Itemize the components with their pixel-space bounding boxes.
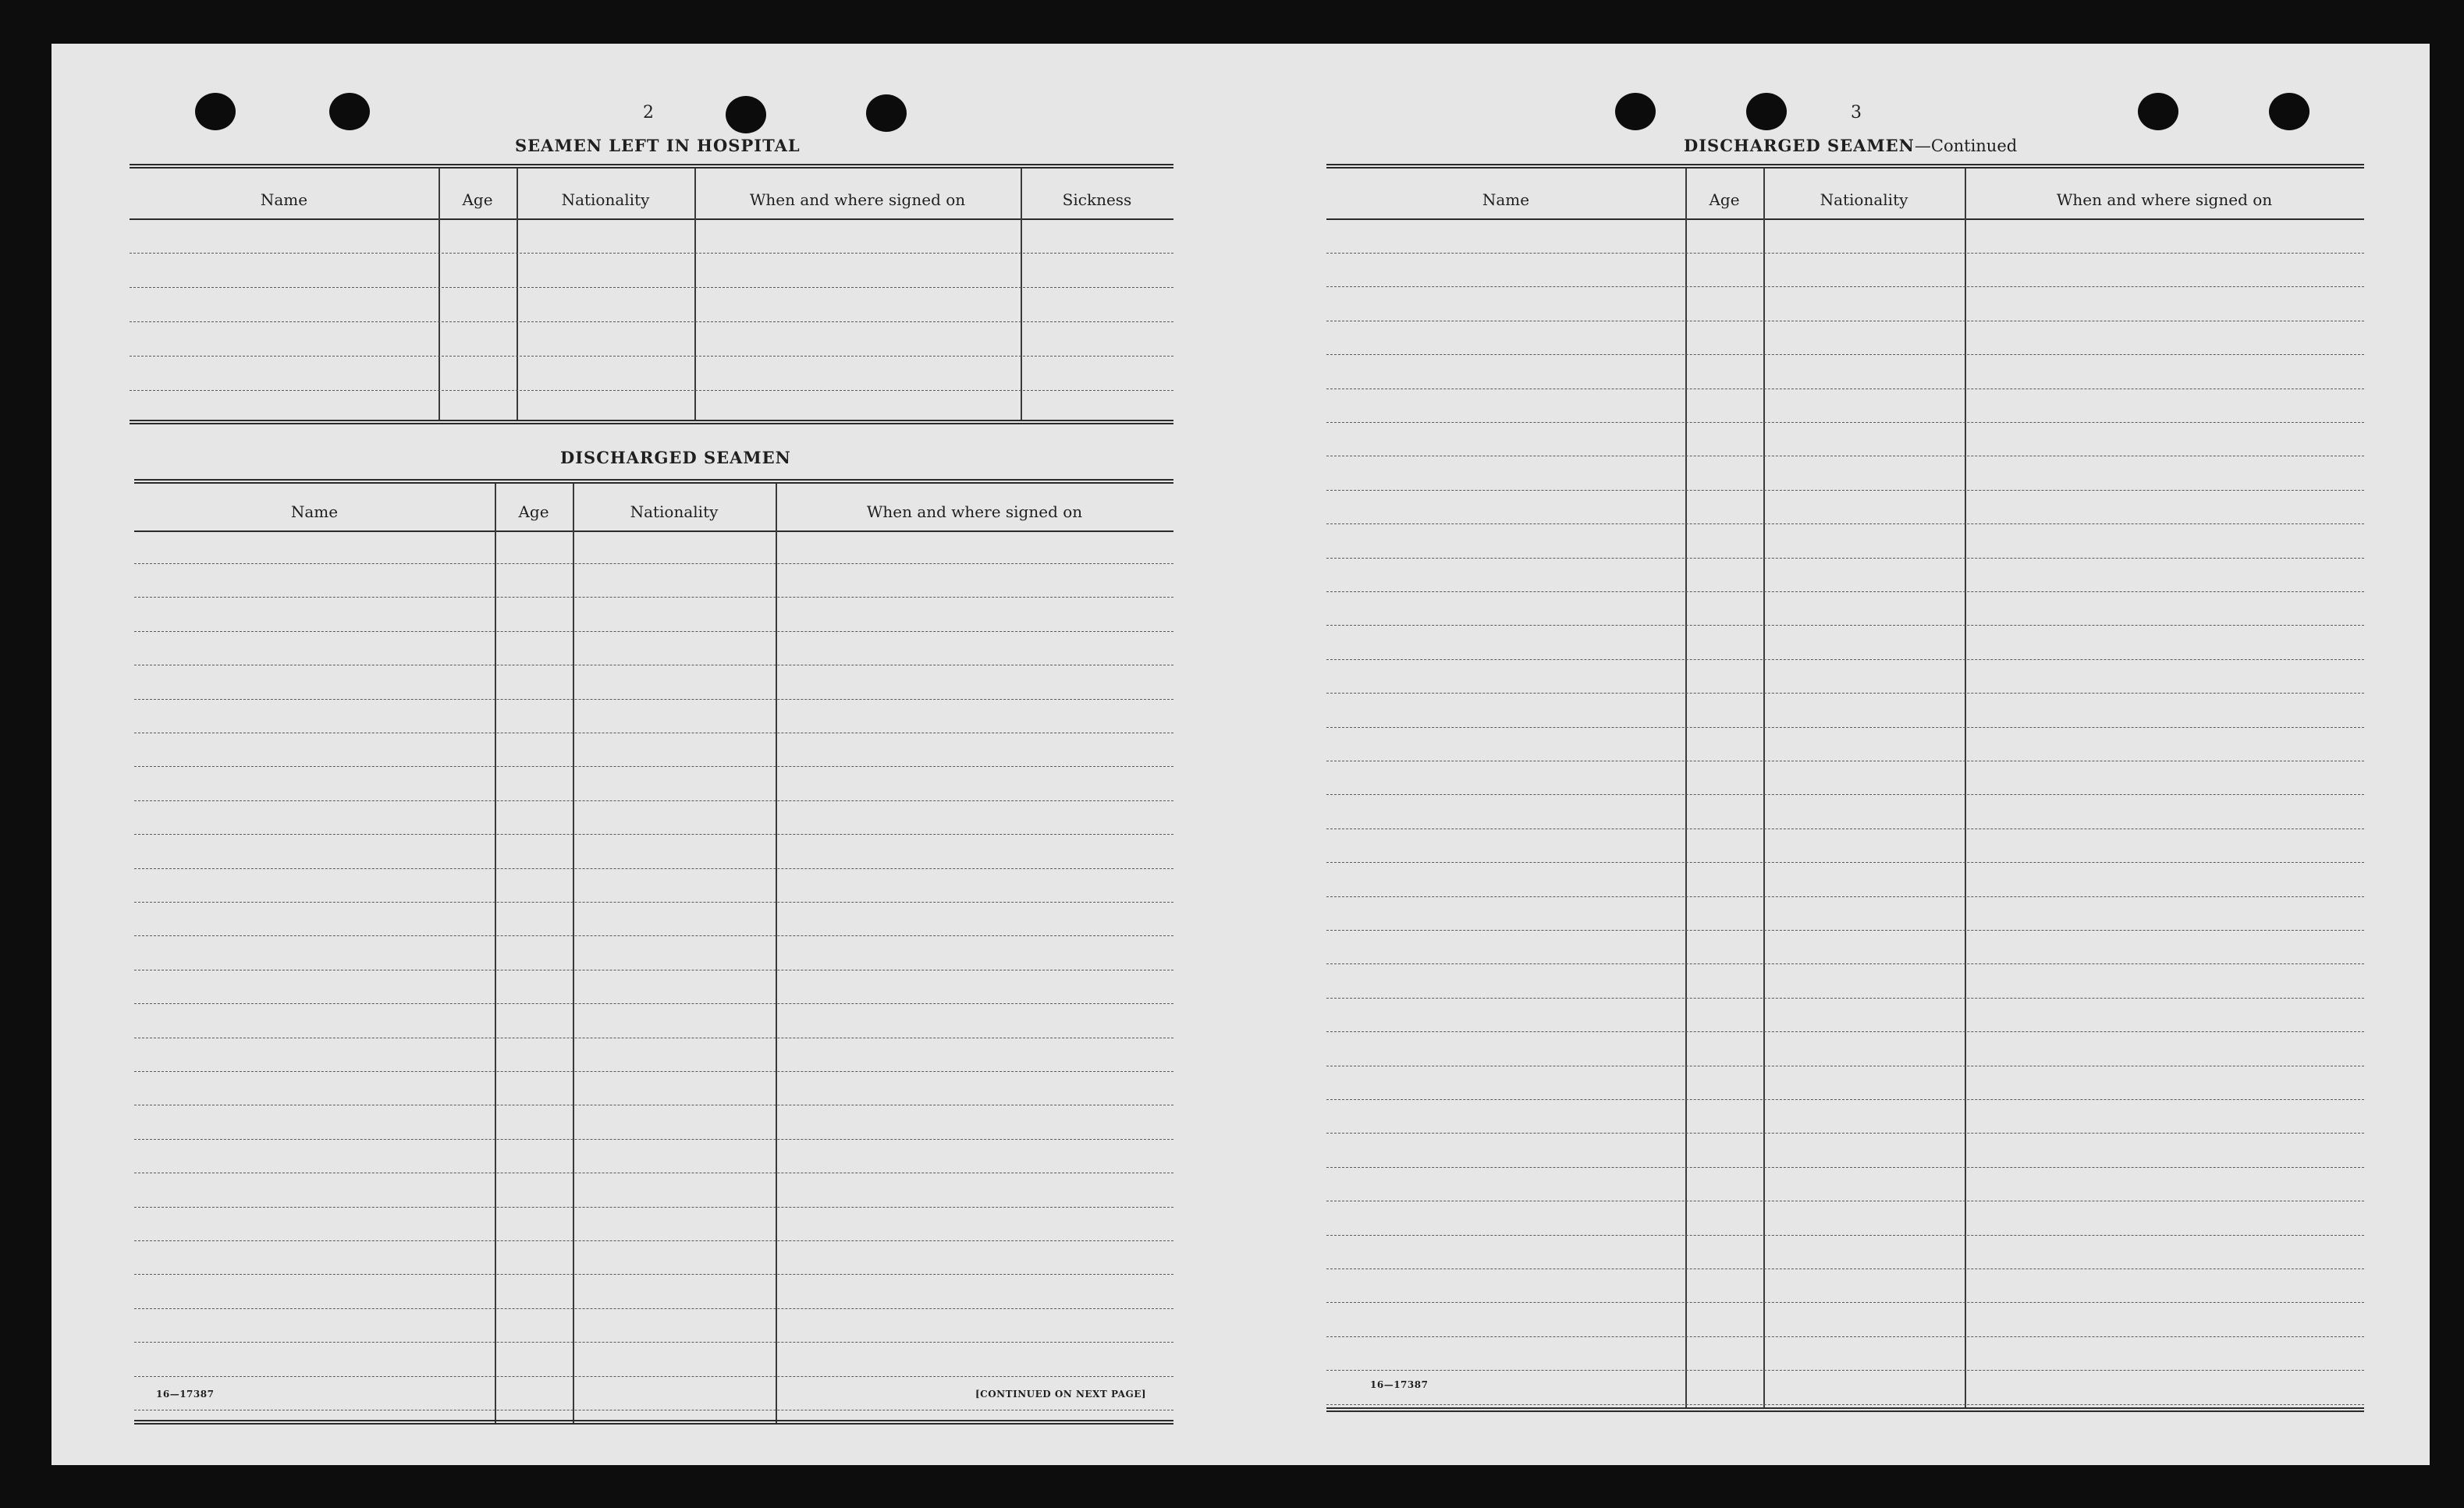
entry-line (1326, 963, 2364, 964)
entry-line (134, 1071, 1173, 1072)
entry-line (1326, 998, 2364, 999)
entry-line (1326, 1336, 2364, 1337)
entry-line (1326, 591, 2364, 592)
header-rule (130, 218, 1173, 220)
entry-line (134, 1308, 1173, 1309)
document-sheet (51, 44, 2430, 1465)
column-header-signed-on: When and where signed on (749, 190, 966, 209)
entry-line (134, 902, 1173, 903)
column-divider (438, 169, 440, 420)
header-rule (134, 530, 1173, 532)
continued-note: [CONTINUED ON NEXT PAGE] (975, 1389, 1147, 1400)
entry-line (1326, 1235, 2364, 1236)
table-top-rule (134, 479, 1173, 484)
column-header-nationality: Nationality (1820, 190, 1908, 209)
entry-line (134, 631, 1173, 632)
hospital-section-title: SEAMEN LEFT IN HOSPITAL (515, 136, 801, 155)
entry-line (1326, 1370, 2364, 1371)
column-header-age: Age (518, 502, 549, 521)
table-top-rule (130, 164, 1173, 169)
entry-line (1326, 1031, 2364, 1032)
table-top-rule (1326, 164, 2364, 169)
hospital-table (130, 164, 1173, 428)
entry-line (134, 699, 1173, 700)
right-page (1245, 44, 2430, 1465)
entry-line (134, 766, 1173, 767)
entry-line (130, 321, 1173, 322)
column-divider (694, 169, 696, 420)
column-header-signed-on: When and where signed on (866, 502, 1083, 521)
entry-line (134, 1139, 1173, 1140)
entry-line (1326, 422, 2364, 423)
column-header-name: Name (290, 502, 339, 521)
entry-line (134, 868, 1173, 869)
column-header-name: Name (1482, 190, 1530, 209)
entry-line (134, 1342, 1173, 1343)
entry-line (134, 834, 1173, 835)
entry-line (1326, 930, 2364, 931)
entry-line (1326, 862, 2364, 863)
entry-line (1326, 1268, 2364, 1269)
header-rule (1326, 218, 2364, 220)
entry-line (134, 597, 1173, 598)
entry-line (1326, 490, 2364, 491)
discharged-table (134, 479, 1173, 1429)
entry-line (1326, 1167, 2364, 1168)
entry-line (1326, 794, 2364, 795)
entry-line (134, 1240, 1173, 1241)
form-number: 16—17387 (156, 1389, 215, 1400)
column-header-age: Age (1709, 190, 1740, 209)
entry-line (130, 287, 1173, 288)
discharged-table-continued (1326, 164, 2364, 1415)
column-divider (495, 484, 496, 1423)
entry-line (1326, 625, 2364, 626)
entry-line (134, 1207, 1173, 1208)
entry-line (1326, 727, 2364, 728)
column-header-signed-on: When and where signed on (2056, 190, 2273, 209)
entry-line (134, 800, 1173, 801)
section-title-text: DISCHARGED SEAMEN (1684, 136, 1915, 155)
column-header-name: Name (260, 190, 308, 209)
table-bottom-rule (134, 1420, 1173, 1425)
entry-line (130, 390, 1173, 391)
column-header-sickness: Sickness (1062, 190, 1132, 209)
column-divider (517, 169, 518, 420)
entry-line (1326, 1133, 2364, 1134)
entry-line (1326, 523, 2364, 524)
entry-line (130, 356, 1173, 357)
entry-line (1326, 896, 2364, 897)
entry-line (1326, 1099, 2364, 1100)
entry-line (1326, 354, 2364, 355)
entry-line (134, 563, 1173, 564)
entry-line (1326, 659, 2364, 660)
entry-line (1326, 253, 2364, 254)
discharged-section-title: DISCHARGED SEAMEN (560, 448, 791, 467)
table-bottom-rule (1326, 1407, 2364, 1412)
entry-line (134, 935, 1173, 936)
form-number: 16—17387 (1370, 1379, 1429, 1390)
entry-line (1326, 1302, 2364, 1303)
entry-line (1326, 693, 2364, 694)
column-divider (1021, 169, 1022, 420)
left-page (51, 44, 1222, 1465)
discharged-continued-title (1684, 136, 2017, 155)
table-bottom-rule (130, 420, 1173, 424)
column-header-nationality: Nationality (561, 190, 650, 209)
entry-line (134, 1003, 1173, 1004)
column-header-nationality: Nationality (630, 502, 719, 521)
section-title-suffix: —Continued (1914, 137, 2018, 155)
entry-line (1326, 1404, 2364, 1405)
page-number: 3 (1851, 103, 1862, 122)
column-divider (573, 484, 574, 1423)
column-header-age: Age (462, 190, 493, 209)
entry-line (1326, 286, 2364, 287)
entry-line (130, 253, 1173, 254)
entry-line (1326, 558, 2364, 559)
page-number: 2 (643, 103, 654, 122)
entry-line (134, 1274, 1173, 1275)
entry-line (134, 1376, 1173, 1377)
column-divider (776, 484, 777, 1423)
